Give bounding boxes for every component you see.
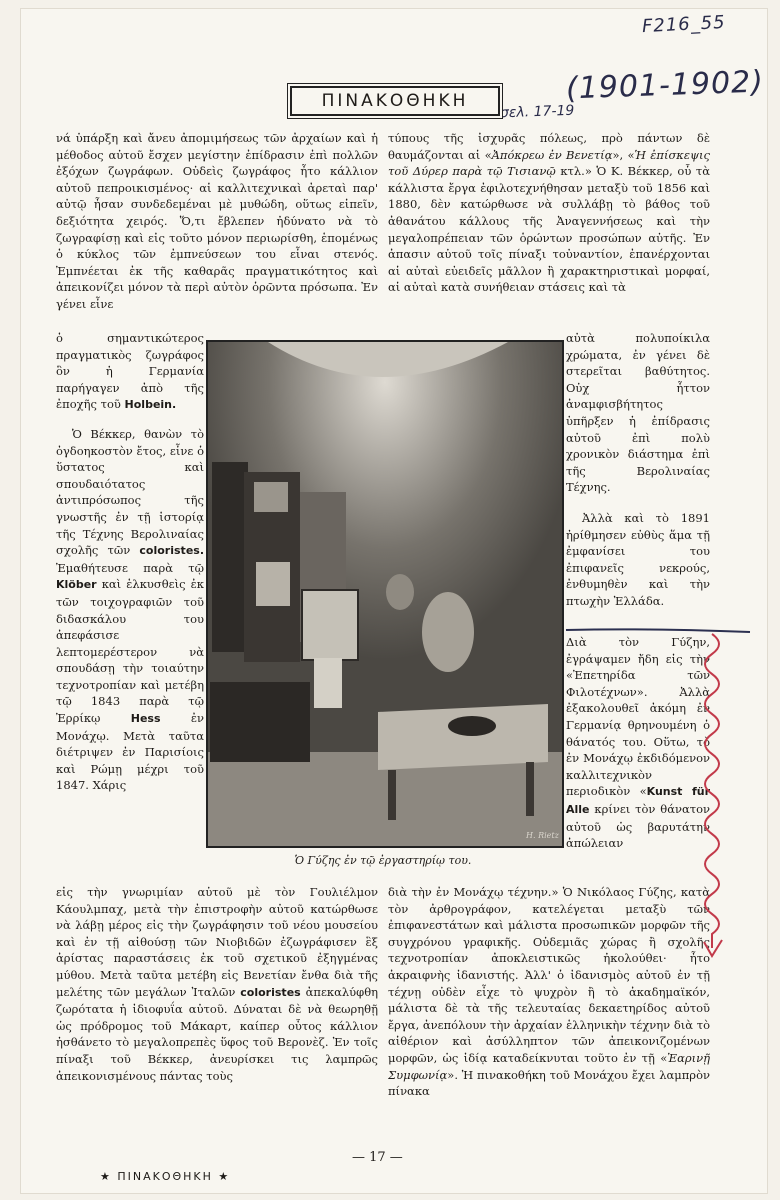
framed-picture (256, 562, 290, 606)
text-run: ». Ἡ πινακοθήκη τοῦ Μονάχου ἔχει λαμπρὸν πίνακα (388, 1067, 710, 1099)
paragraph (56, 426, 204, 794)
masthead-title: ΠΙΝΑΚΟΘΗΚΗ (290, 86, 500, 116)
page-number: — 17 — (352, 1150, 403, 1165)
paragraph (566, 634, 710, 852)
article-column-bottom-right (388, 884, 710, 1144)
text-run: Διὰ τὸν Γύζην, ἐγράψαμεν ἤδη εἰς τὴν «Ἐπετηρίδα τῶν Φιλοτέχνων». Ἀλλὰ ἐξακολουθεῖ ἀκόμη ἐν Γερμανίᾳ θρηνουμένη ὁ θάνατός του. Οὕτω, τὸ ἐν Μονάχῳ ἐκδιδόμενον καλλιτεχνικὸν περιοδικὸν « (566, 635, 710, 799)
term-coloristes: coloristes (240, 985, 301, 999)
article-column-right-mid (566, 634, 710, 886)
text-run: Ἐμαθήτευσε παρὰ τῷ (56, 560, 204, 575)
name-holbein: Holbein. (124, 398, 177, 412)
studio-illustration (208, 342, 562, 846)
small-canvas (254, 482, 288, 512)
periodical-title: Kunst für Alle (566, 785, 710, 816)
article-column-left-wrap (56, 330, 204, 886)
name-klober: Klöber (56, 578, 97, 592)
artwork-title: Ἀπόκρεω ἐν Βενετίᾳ (491, 147, 613, 162)
portrait-sketch (314, 658, 342, 708)
studio-table (378, 704, 548, 770)
easel-left (212, 462, 248, 652)
text-run: ὁ σημαντικώτερος πραγματικὸς ζωγράφος ὃν ἡ Γερμανία παρήγαγεν ἀπὸ τῆς ἐποχῆς τοῦ (56, 331, 204, 412)
article-column-right-top (388, 130, 710, 330)
large-canvas (302, 590, 358, 660)
text-run: διὰ τὴν ἐν Μονάχῳ τέχνην.» Ὁ Νικόλαος Γύζης, κατὰ τὸν ἀρθρογράφον, κατελέγεται μεταξὺ τῶν ἐπιφανεστάτων καὶ μάλιστα προσωπικῶν μορφῶν τῆς συγχρόνου γραφικῆς. Οὐδεμιᾶς χώρας ἢ σχολῆς τεχνοτροπίαν ἀποκλειστικῶς ἠκολούθει· ἦτο ἀκραιφνὴς ἰδανιστής. Ἀλλ' ὁ ἰδανισμὸς αὐτοῦ ἐν τῇ τέχνῃ οὐδὲν εἶχε τὸ ψυχρὸν ἢ τὸ ἀκαδημαϊκόν, μάλιστα δὲ τὰ τῆς τελευταίας δεκαετηρίδος αὐτοῦ ἔργα, ἀνεπόλουν τὴν ἀρχαίαν ἑλληνικὴν τέχνην διὰ τὸ αἰθέριον καὶ ἀσύλληπτον τῶν ἀπεικονιζομένων μορφῶν, ὡς ἰδίᾳ καταδείκνυται τοῦτο ἐν τῇ « (388, 885, 710, 1065)
cabinet (210, 682, 310, 762)
page-reference-note: σελ. 17-19 (499, 102, 575, 122)
table-leg (526, 762, 534, 816)
article-column-left-top (56, 130, 378, 330)
artwork-title: Ἡ ἐπίσκεψις τοῦ Δύρερ παρὰ τῷ Τισιανῷ (388, 147, 710, 179)
paragraph (388, 130, 710, 296)
paragraph: Ἀλλὰ καὶ τὸ 1891 ἠρίθμησεν εὐθὺς ἅμα τῇ ἐμφανίσει του ἐπιφανεῖς νεκρούς, ἐνθυμηθὲν καὶ τὴν πτωχὴν Ἑλλάδα. (566, 510, 710, 608)
figure-caption: Ὁ Γύζης ἐν τῷ ἐργαστηρίῳ του. (294, 854, 472, 867)
text-run: κτλ.» Ὁ Κ. Βέκκερ, οὗ τὰ κάλλιστα ἔργα ἐφιλοτεχνήθησαν μεταξὺ τοῦ 1856 καὶ 1880, δὲν κατώρθωσε νὰ συλλάβῃ τὸ βάθος τοῦ ἀθανάτου κάλλους τῆς Ἀναγεννήσεως καὶ τὴν μεγαλοπρέπειαν τῶν ὁρώντων προσώπων αὐτῆς. Ἐν ἀπασιν αὐτοῦ τοῖς πίναξι τοὐναντίον, ἐπανέρχονται αἱ αὐταὶ εὐειδεῖς μᾶλλον ἢ χαρακτηριστικαὶ μορφαί, αἱ αὐταὶ κατὰ συνήθειαν στάσεις καὶ τὰ (388, 164, 710, 295)
paragraph (388, 884, 710, 1100)
footer-title: ★ ΠΙΝΑΚΟΘΗΚΗ ★ (100, 1170, 231, 1183)
article-column-bottom-left (56, 884, 378, 1144)
name-hess: Hess (130, 712, 161, 726)
table-leg (388, 770, 396, 820)
text-run: εἰς τὴν γνωριμίαν αὐτοῦ μὲ τὸν Γουλιέλμον Κάουλμπαχ, μετὰ τὴν ἐπιστροφὴν αὐτοῦ κατώρθωσε νὰ λάβῃ μέρος εἰς τὴν ζωγράφησιν τοῦ νέου μουσείου καὶ ἐν τῇ αἰθούσῃ τῶν Νιοβιδῶν ἐζωγράφισεν ἓξ ἀρίστας παραστάσεις ἐκ τοῦ σχετικοῦ ἐξηγμένας μύθου. Μετὰ ταῦτα μετέβη εἰς Βενετίαν ἔνθα διὰ τῆς μελέτης τῶν μεγάλων Ἰταλῶν (56, 885, 378, 999)
article-column-right-wrap (566, 330, 710, 630)
term-coloristes: coloristes. (139, 544, 204, 558)
paragraph (56, 884, 378, 1084)
paragraph: νά ὑπάρξη καὶ ἄνευ ἀπομιμήσεως τῶν ἀρχαίων καὶ ἡ μέθοδος αὐτοῦ ἔσχεν μεγίστην ἐπίδρασιν ἐπὶ πολλῶν ἐξόχων ζωγράφων. Οὐδεὶς ζωγράφος ἦτο κάλλιον αὐτοῦ πεπροικισμένος· αἱ καλλιτεχνικαὶ ἀρεταὶ παρ' αὐτῷ ἦσαν συνδεδεμέναι μὲ μυθώδη, οὕτως εἰπεῖν, δεξιότητα χειρός. Ὅ,τι ἔβλεπεν ἠδύνατο νὰ τὸ ζωγραφίσῃ καὶ εἰς τοῦτο μόνον περιωρίσθη, ἑπομένως ὁ κύκλος τῶν ἐμπνεύσεων του εἶναι στενός. Ἐμπνέεται ἐκ τῆς καθαρᾶς πραγματικότητος καὶ ἀπεικονίζει μόνον τὰ περὶ αὐτὸν ὁρῶντα πρόσωπα. Ἐν γένει εἶνε (56, 131, 378, 311)
studio-photograph (206, 340, 564, 848)
photo-signature: H. Rietz (526, 831, 559, 840)
date-range-note: (1901-1902) (565, 64, 765, 107)
palette (448, 716, 496, 736)
text-run: ἀπεκαλύφθη ζωρότατα ἡ ἰδιοφυΐα αὐτοῦ. Δύναται δὲ νὰ θεωρηθῇ ὡς πρόδρομος τοῦ Μάκαρτ, καίπερ οὗτος κάλλιον ἠσθάνετο τὸ μεγαλοπρεπὲς ὕφος τοῦ Βερονὲζ. Ἐν τοῖς πίναξι τοῦ Βέκκερ, ἀνευρίσκει τις λαμπρῶς ἀπεικονισμένους πάντας τοὺς (56, 984, 378, 1083)
text-run: κρίνει τὸν θάνατον αὐτοῦ ὡς βαρυτάτην ἀπώλειαν (566, 801, 710, 851)
paragraph: αὐτὰ πολυποίκιλα χρώματα, ἐν γένει δὲ στερεῖται βαθύτητος. Οὐχ ἧττον ἀναμφισβήτητος ὑπῆρξεν ἡ ἐπίδρασις αὐτοῦ ἐπὶ πολὺ χρονικὸν διάστημα ἐπὶ τῆς Βερολιναίας Τέχνης. (566, 331, 710, 495)
plaster-cast (386, 574, 414, 610)
text-run: καὶ ἑλκυσθεὶς ἐκ τῶν τοιχογραφιῶν τοῦ διδασκάλου του ἀπεφάσισε λεπτομερέστερον νὰ σπουδάσῃ τὴν τοιαύτην τεχνοτροπίαν καὶ μετέβη τῷ 1843 παρὰ τῷ Ἐρρίκῳ (56, 577, 204, 726)
paragraph (56, 330, 204, 414)
text-run: τύπους τῆς ἰσχυρᾶς πόλεως, πρὸ πάντων δὲ θαυμάζονται αἱ « (388, 131, 710, 162)
plaster-figure (422, 592, 474, 672)
artwork-title: Ἐαρινῇ Συμφωνίᾳ (388, 1050, 710, 1082)
archive-reference-note: F216_55 (641, 11, 727, 38)
text-run: Ὁ Βέκκερ, θανὼν τὸ ὀγδοηκοστὸν ἔτος, εἶνε ὁ ὕστατος καὶ σπουδαιότατος ἀντιπρόσωπος τῆς γνωστῆς ἐν τῇ ἱστορίᾳ τῆς Τέχνης Βερολιναίας σχολῆς τῶν (56, 426, 204, 558)
text-run: », « (612, 147, 635, 162)
text-run: ἐν Μονάχῳ. Μετὰ ταῦτα διέτριψεν ἐν Παρισίοις καὶ Ρώμῃ μέχρι τοῦ 1847. Χάρις (56, 711, 204, 793)
